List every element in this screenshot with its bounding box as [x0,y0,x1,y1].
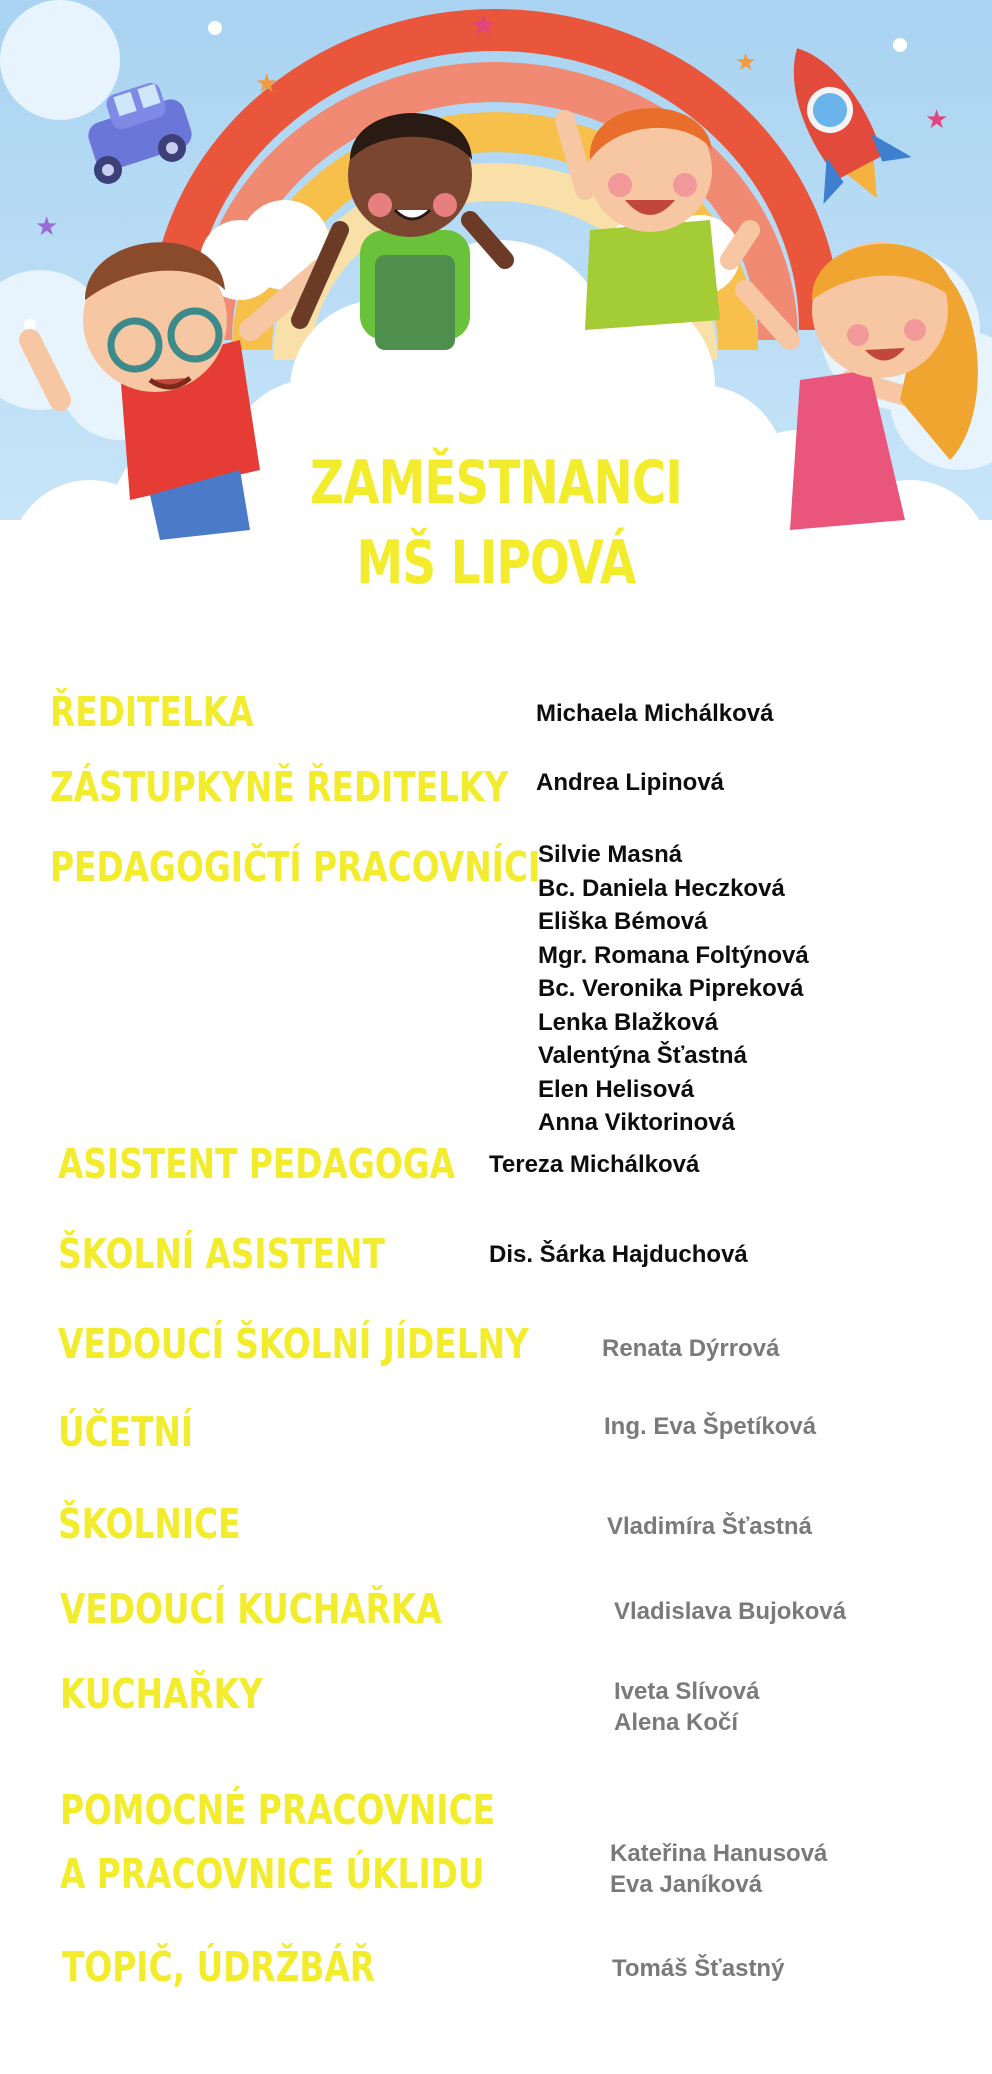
staff-name: Michaela Michálková [536,700,774,727]
names-stoker-maintenance [612,1952,784,1985]
svg-text:★: ★ [735,48,757,76]
staff-name: Vladimíra Šťastná [607,1513,812,1540]
staff-name: Valentýna Šťastná [538,1042,747,1069]
role-stoker-maintenance: TOPIČ, ÚDRŽBÁŘ [62,1943,375,1991]
svg-text:★: ★ [470,8,497,43]
names-teaching-assistant [489,1148,699,1181]
staff-name: Eva Janíková [610,1871,763,1898]
staff-name: Iveta Slívová [614,1678,760,1705]
role-cooks: KUCHAŘKY [60,1670,263,1718]
staff-name: Anna Viktorinová [538,1109,735,1136]
role-head-cook: VEDOUCÍ KUCHAŘKA [60,1585,442,1633]
staff-name: Alena Kočí [614,1709,739,1736]
names-accountant [604,1410,816,1443]
staff-name: Eliška Bémová [538,908,708,935]
names-teachers [538,838,809,1140]
names-caretaker [607,1510,812,1543]
role-school-assistant: ŠKOLNÍ ASISTENT [58,1230,385,1278]
staff-name: Renata Dýrrová [602,1335,780,1362]
staff-name: Bc. Daniela Heczková [538,874,785,902]
staff-name: Bc. Veronika Pipreková [538,975,804,1002]
role-auxiliary-staff: POMOCNÉ PRACOVNICE [60,1786,496,1834]
page-title-line2: MŠ LIPOVÁ [356,528,636,598]
staff-name: Tereza Michálková [489,1151,700,1178]
role-deputy-director: ZÁSTUPKYNĚ ŘEDITELKY [50,763,509,811]
staff-name: Elen Helisová [538,1075,695,1103]
staff-name: Tomáš Šťastný [612,1955,785,1982]
staff-name: Ing. Eva Špetíková [604,1413,817,1440]
svg-text:★: ★ [925,105,949,135]
staff-name: Dis. Šárka Hajduchová [489,1241,748,1268]
staff-name: Kateřina Hanusová [610,1840,828,1867]
names-auxiliary-staff [610,1838,827,1900]
svg-text:★: ★ [35,212,59,242]
staff-name: Mgr. Romana Foltýnová [538,941,809,969]
role-teaching-assistant: ASISTENT PEDAGOGA [58,1140,456,1188]
role-caretaker: ŠKOLNICE [58,1500,241,1548]
names-school-assistant [489,1238,748,1271]
role-cleaning-staff: A PRACOVNICE ÚKLIDU [60,1850,485,1898]
svg-text:★: ★ [255,69,279,99]
staff-name: Lenka Blažková [538,1008,719,1036]
staff-name: Andrea Lipinová [536,769,725,796]
role-accountant: ÚČETNÍ [58,1408,194,1456]
staff-name: Silvie Masná [538,841,683,868]
names-director [536,697,773,730]
names-cooks [614,1676,759,1738]
role-director: ŘEDITELKA [50,688,254,736]
page-title-line1: ZAMĚSTNANCI [309,448,683,518]
names-deputy-director [536,766,724,799]
role-teachers: PEDAGOGIČTÍ PRACOVNÍCI [50,843,541,891]
names-canteen-manager [602,1332,779,1365]
hero-illustration [0,0,992,610]
names-head-cook [614,1595,846,1628]
staff-name: Vladislava Bujoková [614,1598,847,1625]
role-canteen-manager: VEDOUCÍ ŠKOLNÍ JÍDELNY [58,1320,529,1368]
